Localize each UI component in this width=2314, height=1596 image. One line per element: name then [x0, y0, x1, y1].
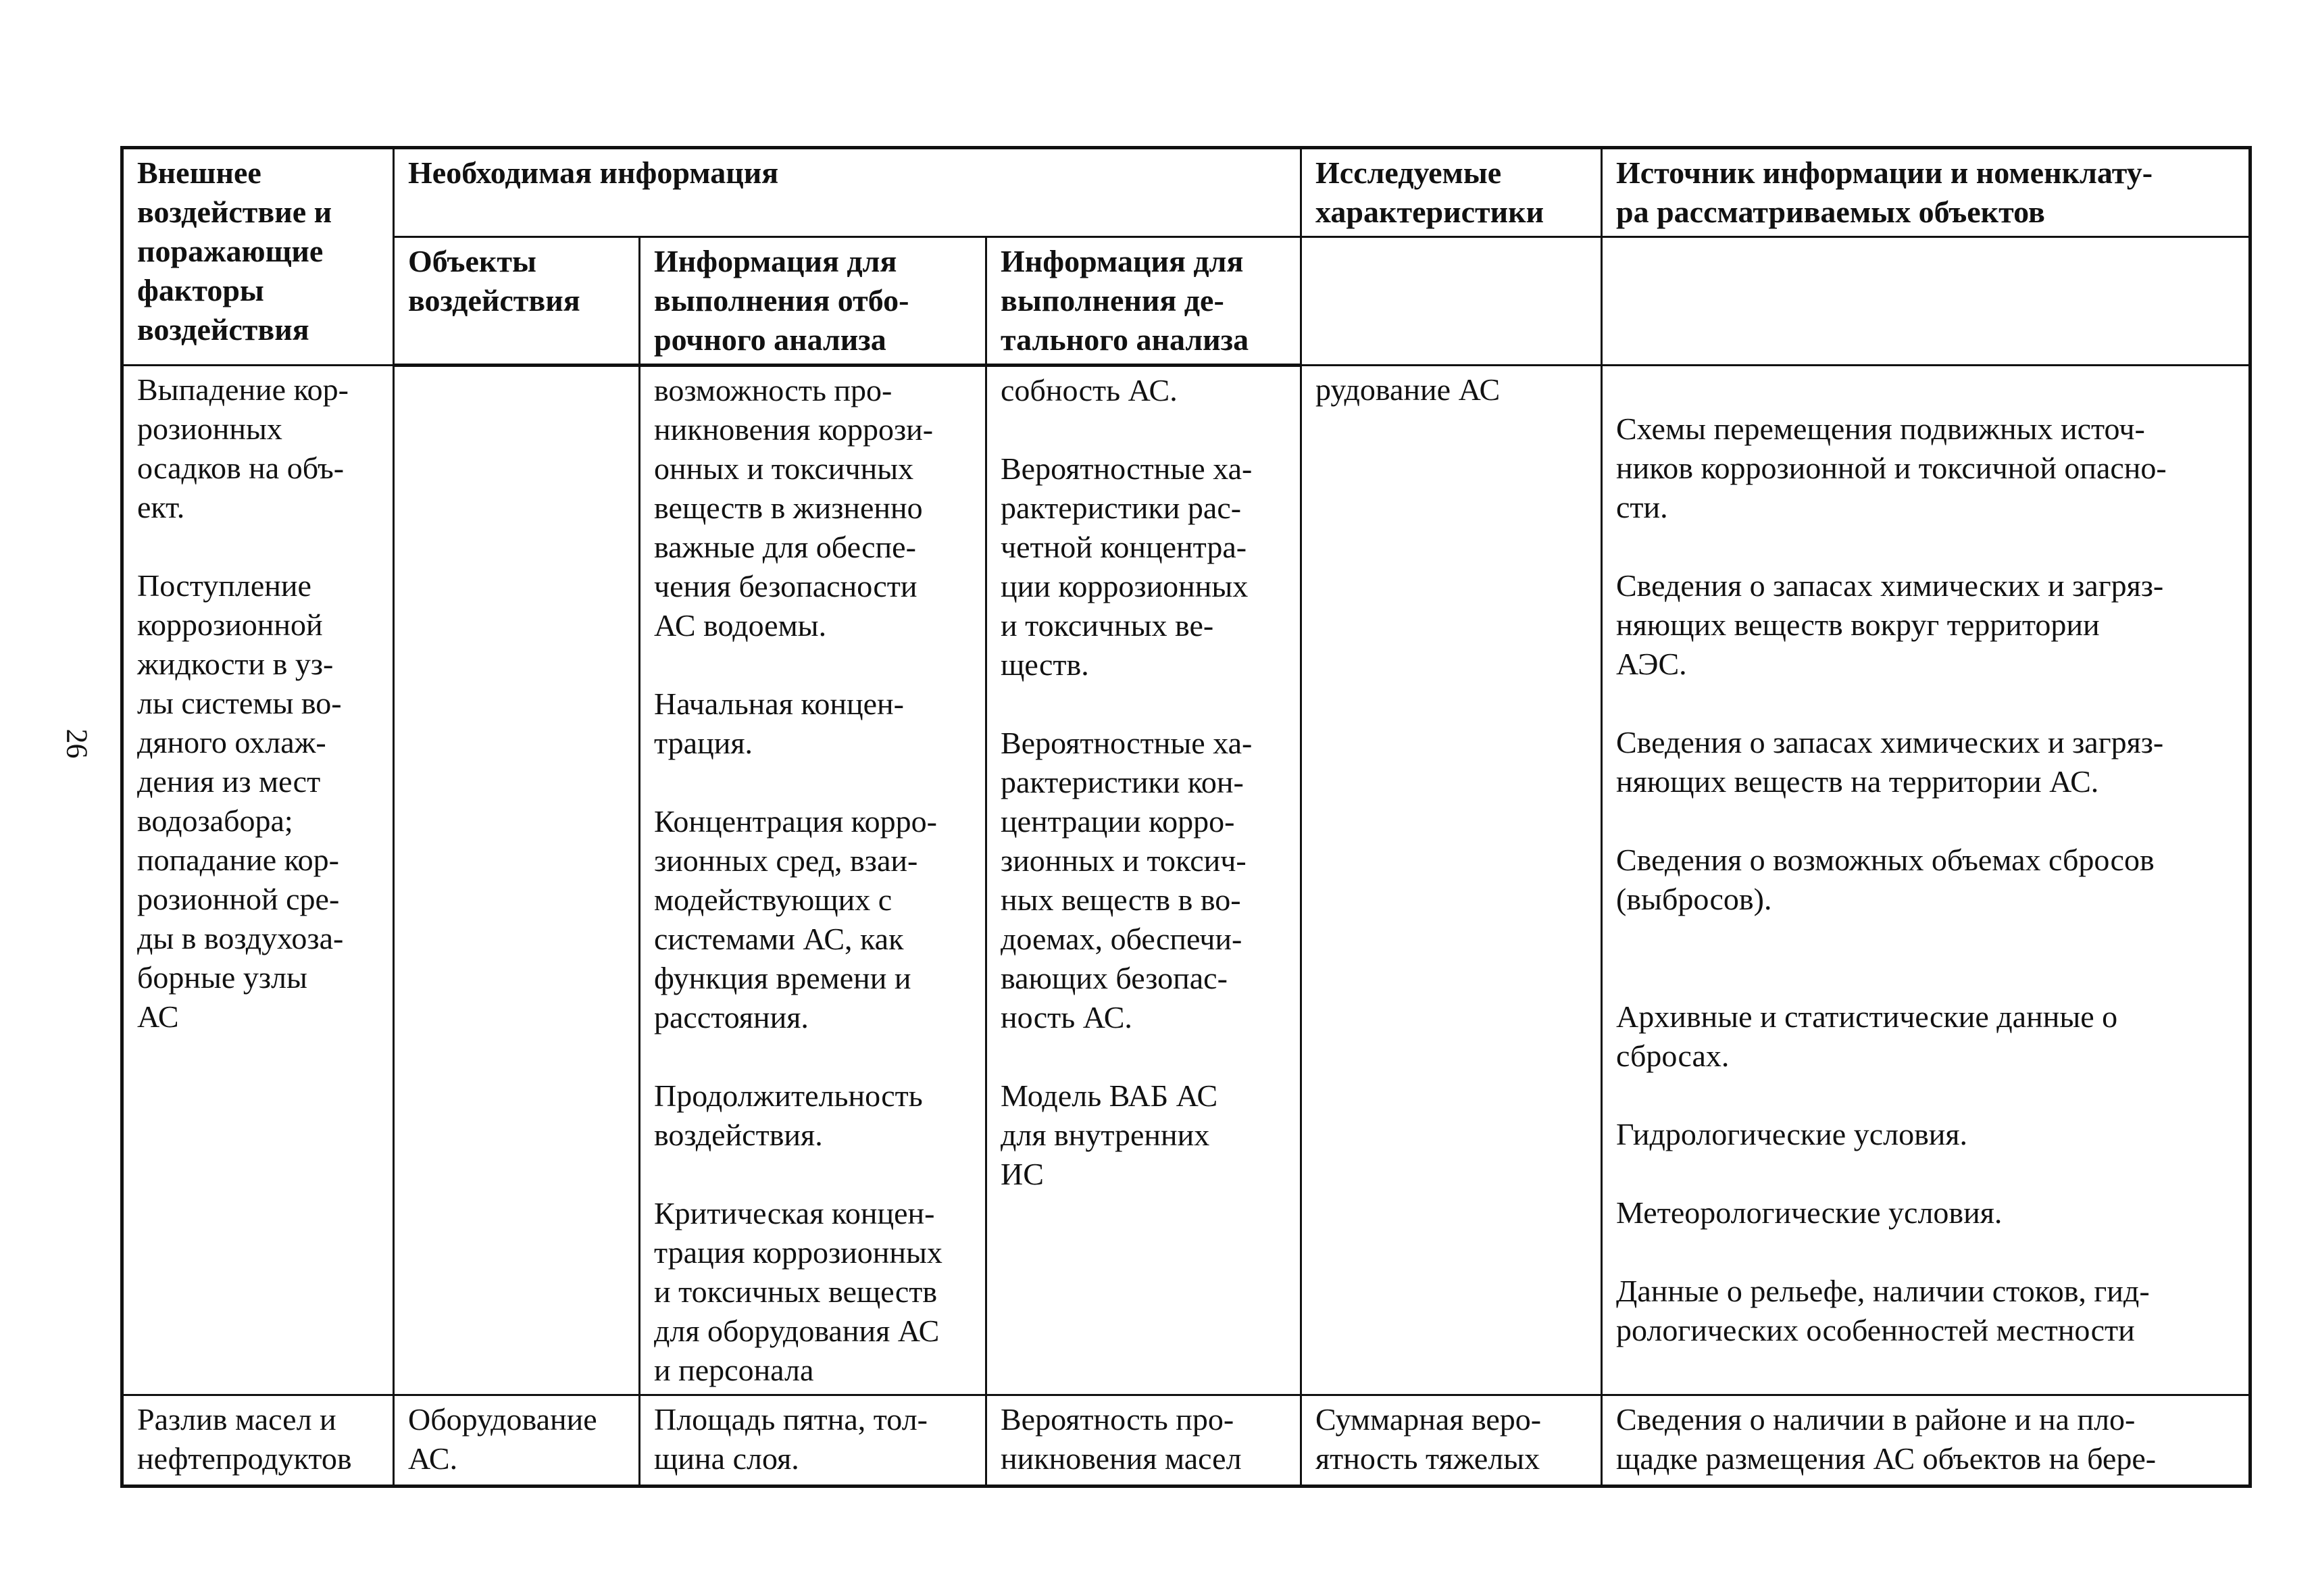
- cell-screening-info: возможность про- никновения коррози- онных и токсичных веществ в жизненно важные для обеспе- чения безопасности АС водоемы. Начальная концен- трация. Концентрация корро- зионных сред, взаи- модействующих с системами АС, как функция времени и расстояния. Продолжительность воздействия. Критическая концен- трация коррозионных и токсичных веществ для оборудования АС и персонала: [640, 366, 986, 1395]
- header-impact-objects: Объекты воздействия: [394, 237, 640, 366]
- cell-screening-info: Площадь пятна, тол- щина слоя.: [640, 1395, 986, 1487]
- cell-impact-objects: Оборудование АС.: [394, 1395, 640, 1487]
- cell-external-impact: Разлив масел и нефтепродуктов: [122, 1395, 394, 1487]
- header-info-source: Источник информации и номенклату- ра рассматриваемых объектов: [1602, 148, 2250, 237]
- header-screening-analysis: Информация для выполнения отбо- рочного анализа: [640, 237, 986, 366]
- header-row-sub: [122, 237, 2250, 366]
- header-detailed-analysis: Информация для выполнения де- тального анализа: [986, 237, 1301, 366]
- cell-detailed-info: собность АС. Вероятностные ха- рактеристики рас- четной концентра- ции коррозионных и токсичных ве- ществ. Вероятностные ха- рактеристики кон- центрации корро- зионных и токсич- ных веществ в во- доемах, обеспечи- вающих безопас- ность АС. Модель ВАБ АС для внутренних ИС: [986, 366, 1301, 1395]
- cell-info-source: Схемы перемещения подвижных источ- ников коррозионной и токсичной опасно- сти. Сведения о запасах химических и загряз- няющих веществ вокруг территории АЭС. Сведения о запасах химических и загряз- няющих веществ на территории АС. Сведения о возможных объемах сбросов (выбросов). Архивные и статистические данные о сбросах. Гидрологические условия. Метеорологические условия. Данные о рельефе, наличии стоков, гид- рологических особенностей местности: [1602, 366, 2250, 1395]
- header-blank-cell: [1602, 237, 2250, 366]
- cell-characteristics: Суммарная веро- ятность тяжелых: [1301, 1395, 1602, 1487]
- cell-info-source: Сведения о наличии в районе и на пло- щадке размещения АС объектов на бере-: [1602, 1395, 2250, 1487]
- page-number: 26: [60, 728, 94, 759]
- header-characteristics: Исследуемые характеристики: [1301, 148, 1602, 237]
- header-external-impact: Внешнее воздействие и поражающие факторы воздействия: [122, 148, 394, 366]
- header-blank-cell: [1301, 237, 1602, 366]
- cell-characteristics: рудование АС: [1301, 366, 1602, 1395]
- info-table: [120, 146, 2252, 1488]
- table-row: [122, 1395, 2250, 1487]
- header-necessary-info: Необходимая информация: [394, 148, 1301, 237]
- cell-impact-objects: [394, 366, 640, 1395]
- cell-detailed-info: Вероятность про- никновения масел: [986, 1395, 1301, 1487]
- cell-external-impact: Выпадение кор- розионных осадков на объ- ект. Поступление коррозионной жидкости в уз- лы системы во- дяного охлаж- дения из мест водозабора; попадание кор- розионной сре- ды в воздухоза- борные узлы АС: [122, 366, 394, 1395]
- header-row-top: [122, 148, 2250, 237]
- table-row: [122, 366, 2250, 1395]
